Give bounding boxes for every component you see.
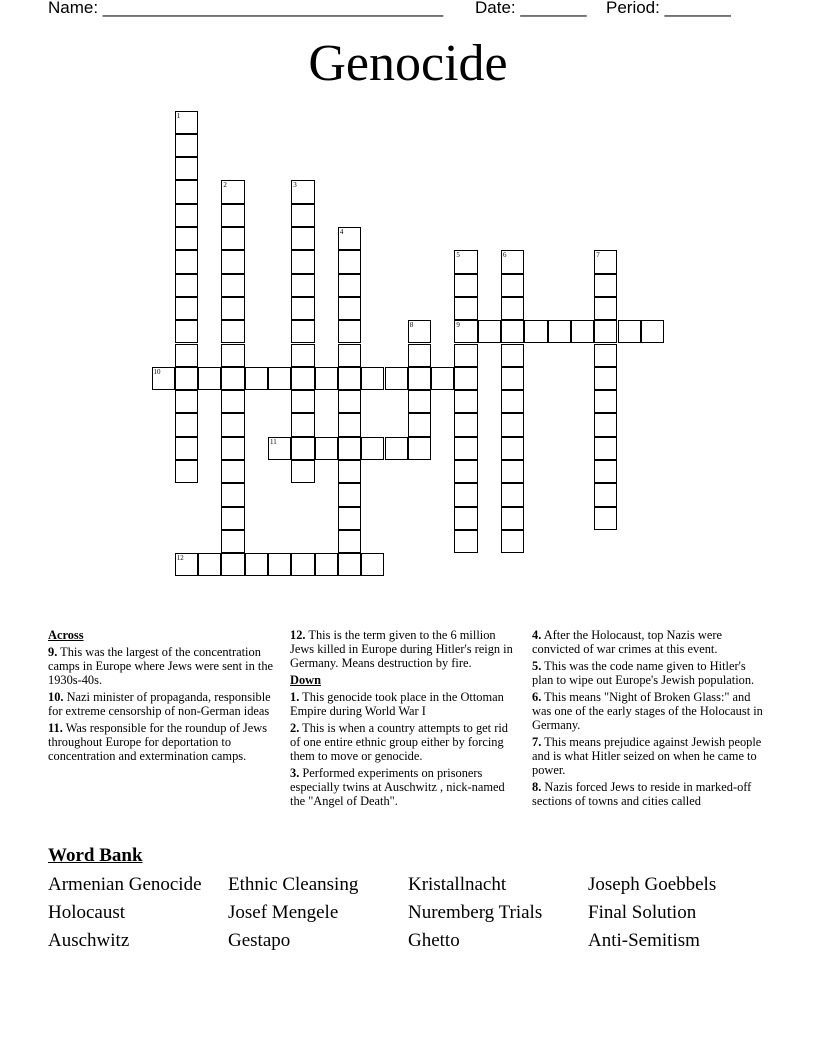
grid-cell[interactable] [175,437,198,460]
grid-cell[interactable] [501,390,524,413]
grid-cell[interactable] [338,367,361,390]
grid-cell[interactable] [454,320,477,343]
grid-cell[interactable] [501,507,524,530]
grid-cell[interactable] [175,250,198,273]
clue-item: 9. This was the largest of the concentration camps in Europe where Jews were sent in the 1930s-40s. [48,645,274,687]
grid-cell[interactable] [221,460,244,483]
grid-cell[interactable] [291,320,314,343]
grid-cell[interactable] [198,367,221,390]
grid-cell[interactable] [454,530,477,553]
word-bank-item: Kristallnacht [408,874,507,895]
word-bank-item: Ethnic Cleansing [228,874,359,895]
grid-cell[interactable] [385,367,408,390]
grid-cell[interactable] [175,297,198,320]
grid-cell[interactable] [454,437,477,460]
grid-cell[interactable] [338,553,361,576]
clue-item: 2. This is when a country attempts to get rid of one entire ethnic group either by forcing them to move or genocide. [290,721,508,763]
clue-item: 10. Nazi minister of propaganda, responsible for extreme censorship of non-German ideas [48,690,271,718]
grid-cell[interactable] [221,437,244,460]
word-bank-item: Armenian Genocide [48,874,202,895]
grid-cell[interactable] [408,344,431,367]
grid-cell[interactable] [501,250,524,273]
clues-column-1 [48,628,276,766]
grid-cell[interactable] [408,390,431,413]
grid-cell[interactable] [175,390,198,413]
clue-item: 12. This is the term given to the 6 million Jews killed in Europe during Hitler's reign in Germany. Means destruction by fire. [290,628,513,670]
grid-cell[interactable] [221,274,244,297]
grid-cell[interactable] [431,367,454,390]
grid-cell[interactable] [175,367,198,390]
grid-cell[interactable] [618,320,641,343]
grid-cell[interactable] [524,320,547,343]
clue-number: 4 [339,228,344,236]
clue-number: 8 [409,321,414,330]
grid-cell[interactable] [221,553,244,576]
grid-cell[interactable] [408,367,431,390]
word-bank-item: Anti-Semitism [588,930,700,951]
date-field[interactable]: Date: _______ [475,0,587,17]
period-field[interactable]: Period: _______ [606,0,731,17]
grid-cell[interactable] [291,180,314,203]
grid-cell[interactable] [501,530,524,553]
grid-cell[interactable] [175,553,198,576]
grid-cell[interactable] [291,297,314,320]
grid-cell[interactable] [338,483,361,506]
grid-cell[interactable] [291,227,314,250]
clue-number: 2 [223,181,227,190]
grid-cell[interactable] [315,367,338,390]
grid-cell[interactable] [221,180,244,203]
grid-cell[interactable] [594,483,617,506]
word-bank-item: Gestapo [228,930,291,951]
grid-cell[interactable] [594,297,617,320]
grid-cell[interactable] [361,367,384,390]
grid-cell[interactable] [594,367,617,390]
grid-cell[interactable] [454,483,477,506]
grid-cell[interactable] [501,367,524,390]
grid-cell[interactable] [641,320,664,343]
clue-item: 4. After the Holocaust, top Nazis were convicted of war crimes at this event. [532,628,722,656]
clue-item: 3. Performed experiments on prisoners especially twins at Auschwitz , nick-named the "Angel of Death". [290,766,505,808]
grid-cell[interactable] [291,390,314,413]
clue-number: 7 [596,251,600,260]
grid-cell[interactable] [291,367,314,390]
word-bank-item: Auschwitz [48,930,130,951]
grid-cell[interactable] [501,413,524,436]
grid-cell[interactable] [594,390,617,413]
grid-cell[interactable] [291,204,314,227]
grid-cell[interactable] [338,530,361,553]
grid-cell[interactable] [245,553,268,576]
grid-cell[interactable] [594,344,617,367]
grid-cell[interactable] [221,250,244,273]
grid-cell[interactable] [175,344,198,367]
grid-cell[interactable] [594,274,617,297]
grid-cell[interactable] [478,320,501,343]
grid-cell[interactable] [338,250,361,273]
grid-cell[interactable] [221,320,244,343]
grid-cell[interactable] [291,250,314,273]
clue-number: 9 [456,321,460,330]
grid-cell[interactable] [501,344,524,367]
grid-cell[interactable] [501,297,524,320]
grid-cell[interactable] [361,553,384,576]
name-field[interactable]: Name: ____________________________________ [48,0,444,17]
grid-cell[interactable] [338,297,361,320]
grid-cell[interactable] [454,390,477,413]
grid-cell[interactable] [221,227,244,250]
grid-cell[interactable] [245,367,268,390]
grid-cell[interactable] [175,274,198,297]
word-bank-item: Joseph Goebbels [588,874,717,895]
grid-cell[interactable] [221,390,244,413]
grid-cell[interactable] [175,460,198,483]
word-bank-item: Josef Mengele [228,902,339,923]
grid-cell[interactable] [454,367,477,390]
grid-cell[interactable] [198,553,221,576]
clue-number: 1 [176,111,181,120]
clue-item: 11. Was responsible for the roundup of Jews throughout Europe for deportation to concentration and extermination camps. [48,721,268,763]
grid-cell[interactable] [315,437,338,460]
grid-cell[interactable] [594,460,617,483]
grid-cell[interactable] [221,204,244,227]
clue-number: 12 [176,554,184,563]
grid-cell[interactable] [338,460,361,483]
grid-cell[interactable] [454,344,477,367]
grid-cell[interactable] [361,437,384,460]
word-bank-title: Word Bank [48,845,143,866]
clue-item: 8. Nazis forced Jews to reside in marked-off sections of towns and cities called [532,780,752,808]
word-bank-item: Ghetto [408,930,460,951]
grid-cell[interactable] [338,227,361,250]
grid-cell[interactable] [268,367,291,390]
grid-cell[interactable] [454,460,477,483]
grid-cell[interactable] [408,413,431,436]
clue-number: 11 [270,437,277,446]
grid-cell[interactable] [501,460,524,483]
grid-cell[interactable] [338,507,361,530]
word-bank-item: Final Solution [588,902,697,923]
grid-cell[interactable] [221,297,244,320]
word-bank-item: Holocaust [48,902,126,923]
grid-cell[interactable] [338,390,361,413]
grid-cell[interactable] [594,437,617,460]
grid-cell[interactable] [175,413,198,436]
clue-number: 6 [503,251,507,260]
grid-cell[interactable] [175,134,198,157]
down-heading: Down [290,673,321,687]
clues-column-3 [532,628,764,811]
clues-column-2 [290,628,518,811]
grid-cell[interactable] [454,297,477,320]
grid-cell[interactable] [268,437,291,460]
grid-cell[interactable] [221,413,244,436]
clue-item: 5. This was the code name given to Hitler's plan to wipe out Europe's Jewish population. [532,659,755,687]
grid-cell[interactable] [221,367,244,390]
grid-cell[interactable] [501,274,524,297]
grid-cell[interactable] [338,437,361,460]
grid-cell[interactable] [501,437,524,460]
grid-cell[interactable] [221,507,244,530]
grid-cell[interactable] [454,250,477,273]
page-title: Genocide [308,35,508,92]
grid-cell[interactable] [175,111,198,134]
grid-cell[interactable] [175,157,198,180]
grid-cell[interactable] [152,367,175,390]
grid-cell[interactable] [338,274,361,297]
clue-number: 10 [153,367,161,376]
clue-item: 1. This genocide took place in the Ottoman Empire during World War I [290,690,504,718]
grid-cell[interactable] [221,344,244,367]
grid-cell[interactable] [221,530,244,553]
grid-cell[interactable] [548,320,571,343]
clue-item: 6. This means "Night of Broken Glass:" and was one of the early stages of the Holocaust in Germany. [532,690,763,732]
grid-cell[interactable] [338,320,361,343]
grid-cell[interactable] [338,413,361,436]
grid-cell[interactable] [291,344,314,367]
grid-cell[interactable] [454,507,477,530]
grid-cell[interactable] [268,553,291,576]
grid-cell[interactable] [315,553,338,576]
grid-cell[interactable] [175,320,198,343]
across-heading: Across [48,628,84,642]
grid-cell[interactable] [594,413,617,436]
grid-cell[interactable] [594,320,617,343]
grid-cell[interactable] [408,320,431,343]
grid-cell[interactable] [594,250,617,273]
grid-cell[interactable] [175,204,198,227]
word-bank-item: Nuremberg Trials [408,902,543,923]
grid-cell[interactable] [175,180,198,203]
clue-item: 7. This means prejudice against Jewish people and is what Hitler seized on when he came to power. [532,735,762,777]
clue-number: 3 [293,181,297,190]
grid-cell[interactable] [454,274,477,297]
grid-cell[interactable] [385,437,408,460]
grid-cell[interactable] [408,437,431,460]
grid-cell[interactable] [594,507,617,530]
grid-cell[interactable] [454,413,477,436]
grid-cell[interactable] [501,320,524,343]
grid-cell[interactable] [291,274,314,297]
grid-cell[interactable] [175,227,198,250]
grid-cell[interactable] [291,460,314,483]
grid-cell[interactable] [571,320,594,343]
grid-cell[interactable] [338,344,361,367]
clue-number: 5 [456,251,460,260]
grid-cell[interactable] [221,483,244,506]
grid-cell[interactable] [291,413,314,436]
grid-cell[interactable] [501,483,524,506]
grid-cell[interactable] [291,553,314,576]
grid-cell[interactable] [291,437,314,460]
